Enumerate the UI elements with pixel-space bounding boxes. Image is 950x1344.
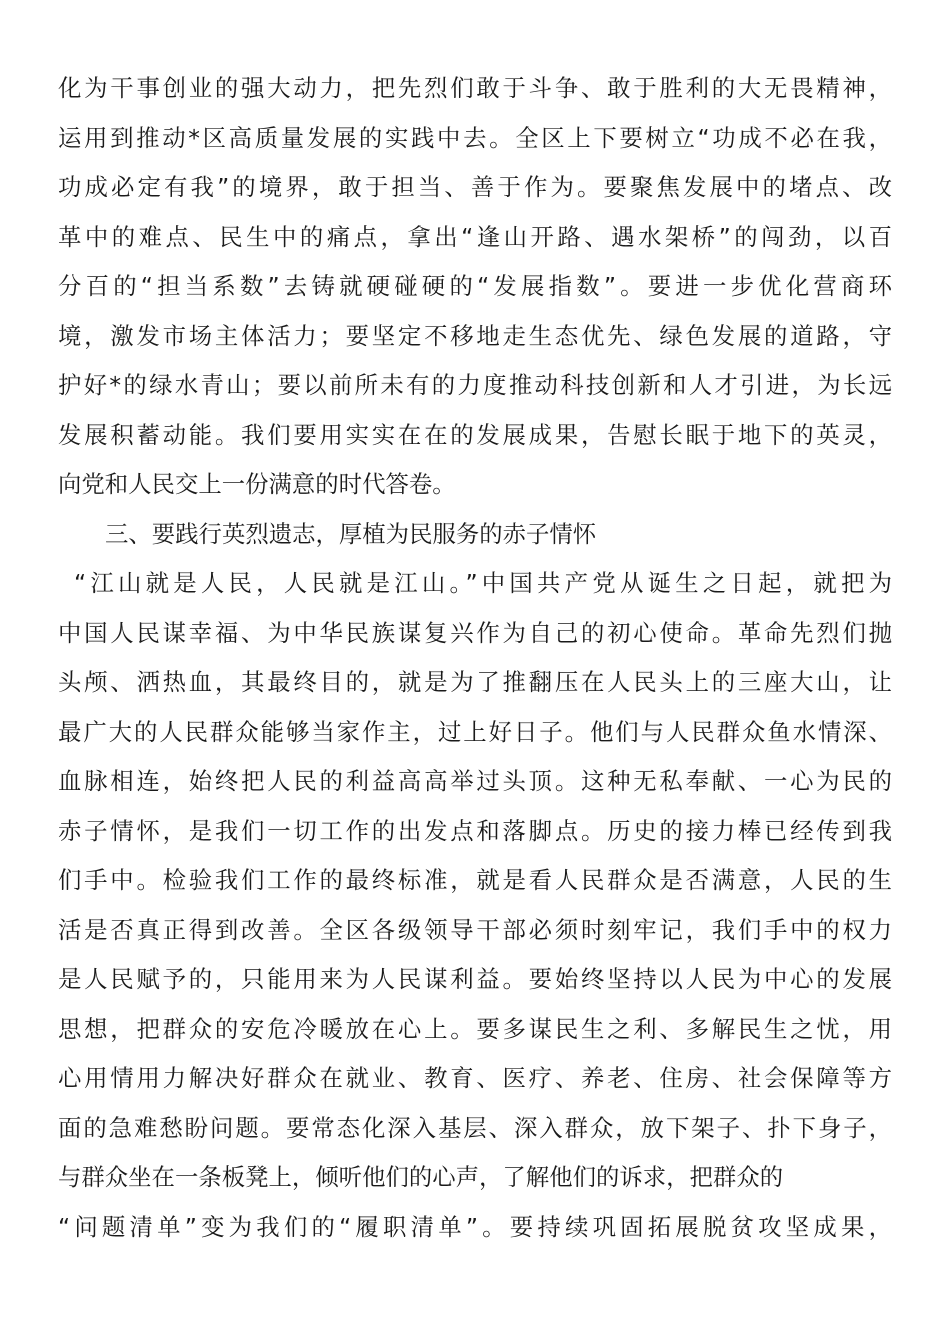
text-line: 中国人民谋幸福、为中华民族谋复兴作为自己的初心使命。革命先烈们抛 bbox=[58, 618, 892, 647]
text-line: 面的急难愁盼问题。要常态化深入基层、深入群众，放下架子、扑下身子， bbox=[58, 1113, 892, 1142]
text-line: 分百的“担当系数”去铸就硬碰硬的“发展指数”。要进一步优化营商环 bbox=[58, 272, 892, 300]
text-line: 头颅、洒热血，其最终目的，就是为了推翻压在人民头上的三座大山，让 bbox=[58, 668, 892, 696]
text-line: 们手中。检验我们工作的最终标准，就是看人民群众是否满意，人民的生 bbox=[58, 866, 892, 894]
text-line: 运用到推动*区高质量发展的实践中去。全区上下要树立“功成不必在我， bbox=[58, 123, 892, 152]
text-line: 发展积蓄动能。我们要用实实在在的发展成果，告慰长眠于地下的英灵， bbox=[58, 420, 892, 449]
body-text bbox=[58, 64, 892, 1252]
text-line: 思想，把群众的安危冷暖放在心上。要多谋民生之利、多解民生之忧，用 bbox=[58, 1014, 892, 1043]
text-line: 活是否真正得到改善。全区各级领导干部必须时刻牢记，我们手中的权力 bbox=[58, 915, 892, 944]
text-line: 心用情用力解决好群众在就业、教育、医疗、养老、住房、社会保障等方 bbox=[58, 1064, 892, 1092]
text-line: “问题清单”变为我们的“履职清单”。要持续巩固拓展脱贫攻坚成果， bbox=[58, 1212, 892, 1241]
text-line: 护好*的绿水青山；要以前所未有的力度推动科技创新和人才引进，为长远 bbox=[58, 371, 892, 399]
text-line: 功成必定有我”的境界，敢于担当、善于作为。要聚焦发展中的堵点、改 bbox=[58, 173, 892, 201]
text-line: 赤子情怀，是我们一切工作的出发点和落脚点。历史的接力棒已经传到我 bbox=[58, 816, 892, 845]
paragraph-first-line: “江山就是人民，人民就是江山。”中国共产党从诞生之日起，就把为 bbox=[74, 569, 892, 597]
text-line: 与群众坐在一条板凳上，倾听他们的心声，了解他们的诉求，把群众的 bbox=[58, 1163, 784, 1191]
text-line: 是人民赋予的，只能用来为人民谋利益。要始终坚持以人民为中心的发展 bbox=[58, 965, 892, 993]
section-heading: 三、要践行英烈遗志，厚植为民服务的赤子情怀 bbox=[105, 519, 597, 548]
text-line: 最广大的人民群众能够当家作主，过上好日子。他们与人民群众鱼水情深、 bbox=[58, 717, 892, 746]
text-line: 血脉相连，始终把人民的利益高高举过头顶。这种无私奉献、一心为民的 bbox=[58, 767, 892, 795]
text-line: 化为干事创业的强大动力，把先烈们敢于斗争、敢于胜利的大无畏精神， bbox=[58, 74, 892, 102]
text-line: 境，激发市场主体活力；要坚定不移地走生态优先、绿色发展的道路，守 bbox=[58, 321, 892, 350]
paragraph-end-line: 向党和人民交上一份满意的时代答卷。 bbox=[58, 470, 456, 498]
text-line: 革中的难点、民生中的痛点，拿出“逢山开路、遇水架桥”的闯劲，以百 bbox=[58, 222, 892, 251]
